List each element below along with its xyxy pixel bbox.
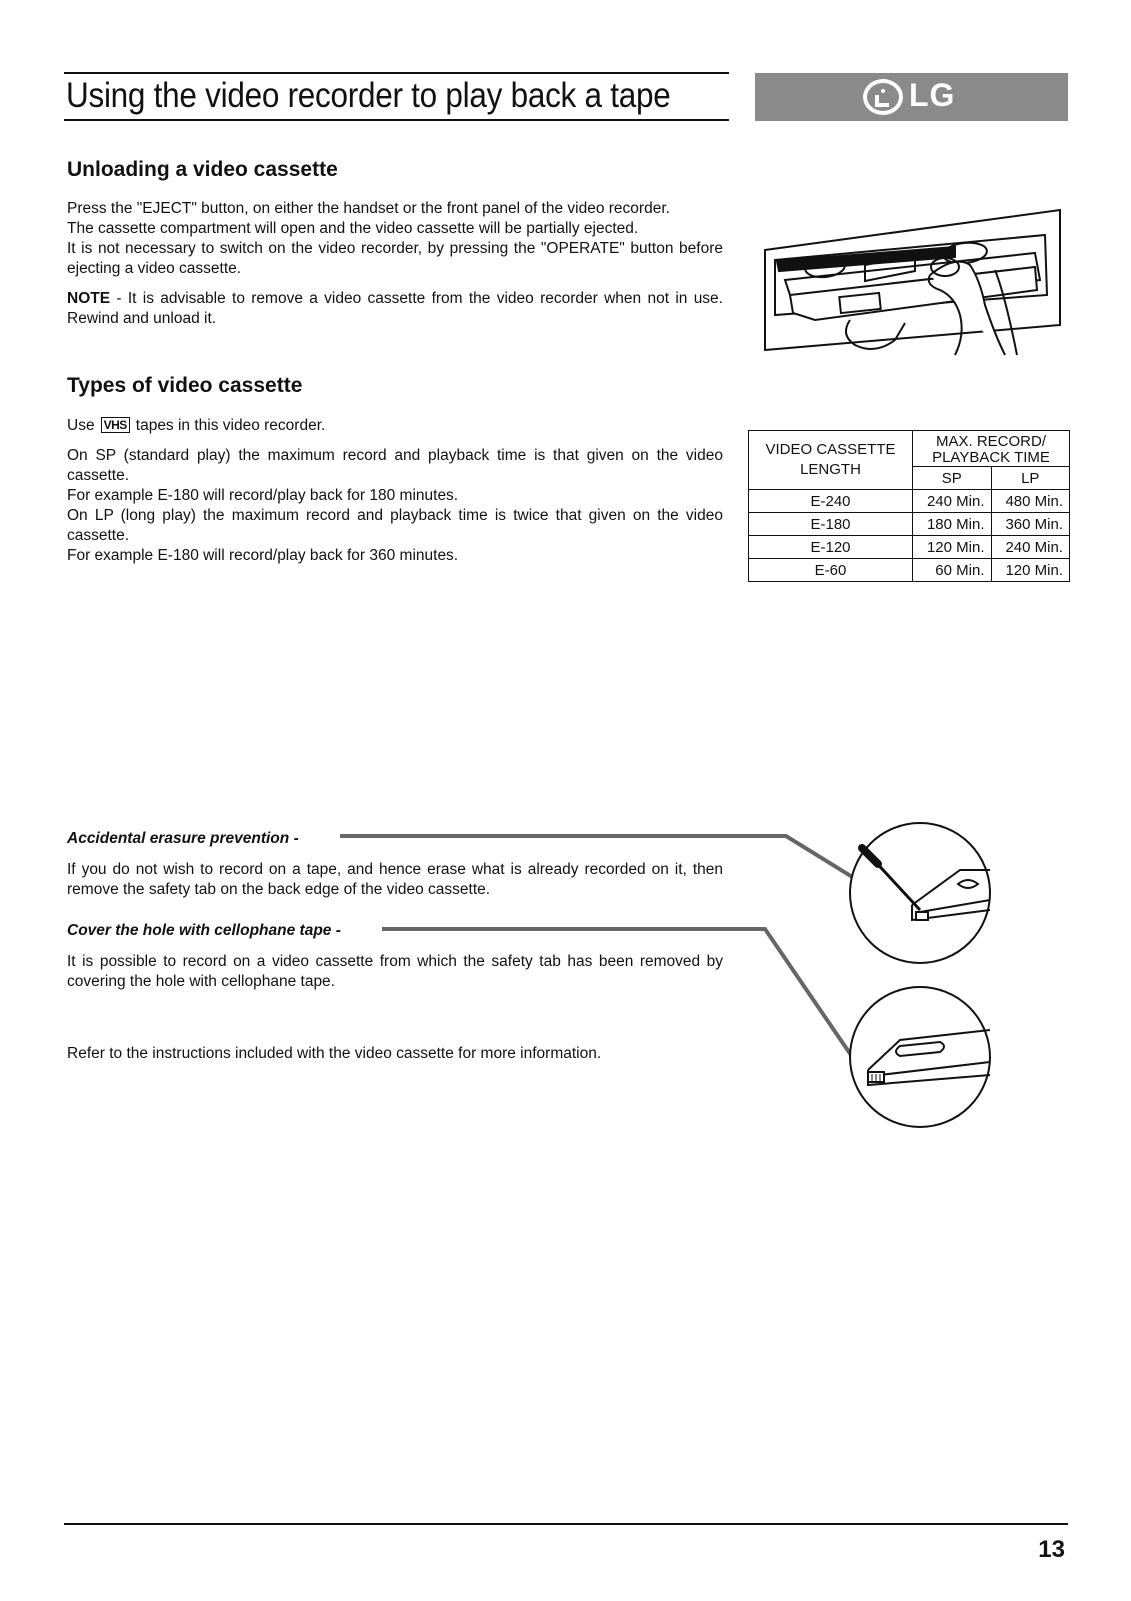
cell-length: E-240: [749, 490, 913, 513]
cell-sp: 240 Min.: [913, 490, 992, 513]
refer-text: Refer to the instructions included with the video cassette for more information.: [67, 1045, 602, 1062]
cell-sp: 120 Min.: [913, 536, 992, 559]
page-number: 13: [1038, 1536, 1065, 1563]
types-line-2: For example E-180 will record/play back for 180 minutes.: [67, 487, 459, 504]
note-label: NOTE: [67, 290, 111, 307]
brand-name: LG: [909, 77, 956, 113]
types-line-1: On SP (standard play) the maximum record and playback time is that given on the video cassette.: [67, 447, 723, 484]
cell-lp: 360 Min.: [991, 513, 1070, 536]
col-header-length: VIDEO CASSETTE LENGTH: [749, 431, 913, 490]
erasure-heading-dash: -: [293, 830, 299, 847]
types-line-4: For example E-180 will record/play back for 360 minutes.: [67, 547, 459, 564]
vhs-logo-icon: VHS: [101, 417, 130, 433]
unloading-heading: Unloading a video cassette: [67, 158, 338, 181]
cell-lp: 480 Min.: [991, 490, 1070, 513]
group-header-line-1: MAX. RECORD/: [935, 433, 1046, 450]
erasure-text: If you do not wish to record on a tape, and hence erase what is already recorded on it, then remove the safety tab on the back edge of the video cassette.: [67, 861, 723, 898]
unloading-line-2: The cassette compartment will open and the video cassette will be partially ejected.: [67, 220, 639, 237]
page-title: Using the video recorder to play back a tape: [66, 76, 671, 115]
footer-rule: [64, 1523, 1068, 1525]
cover-text: It is possible to record on a video cassette from which the safety tab has been removed by covering the hole with cellophane tape.: [67, 953, 723, 990]
cell-length: E-120: [749, 536, 913, 559]
cell-lp: 240 Min.: [991, 536, 1070, 559]
group-header-line-2: PLAYBACK TIME: [932, 449, 1050, 466]
cell-sp: 60 Min.: [913, 559, 992, 582]
unloading-line-3: It is not necessary to switch on the video recorder, by pressing the "OPERATE" button before ejecting a video cassette.: [67, 240, 723, 277]
unloading-line-1: Press the "EJECT" button, on either the handset or the front panel of the video recorder.: [67, 200, 670, 217]
cell-length: E-60: [749, 559, 913, 582]
cell-lp: 120 Min.: [991, 559, 1070, 582]
erasure-heading-text: Accidental erasure prevention: [67, 830, 290, 847]
cell-length: E-180: [749, 513, 913, 536]
types-heading: Types of video cassette: [67, 374, 303, 397]
col-header-lp: LP: [991, 467, 1070, 490]
cell-sp: 180 Min.: [913, 513, 992, 536]
types-line-3: On LP (long play) the maximum record and playback time is twice that given on the video cassette.: [67, 507, 723, 544]
use-prefix: Use: [67, 417, 95, 434]
use-suffix: tapes in this video recorder.: [135, 417, 326, 434]
note-text: - It is advisable to remove a video cassette from the video recorder when not in use. Rewind and unload it.: [67, 290, 723, 327]
col-header-sp: SP: [913, 467, 992, 490]
cover-heading: Cover the hole with cellophane tape -: [67, 922, 341, 939]
